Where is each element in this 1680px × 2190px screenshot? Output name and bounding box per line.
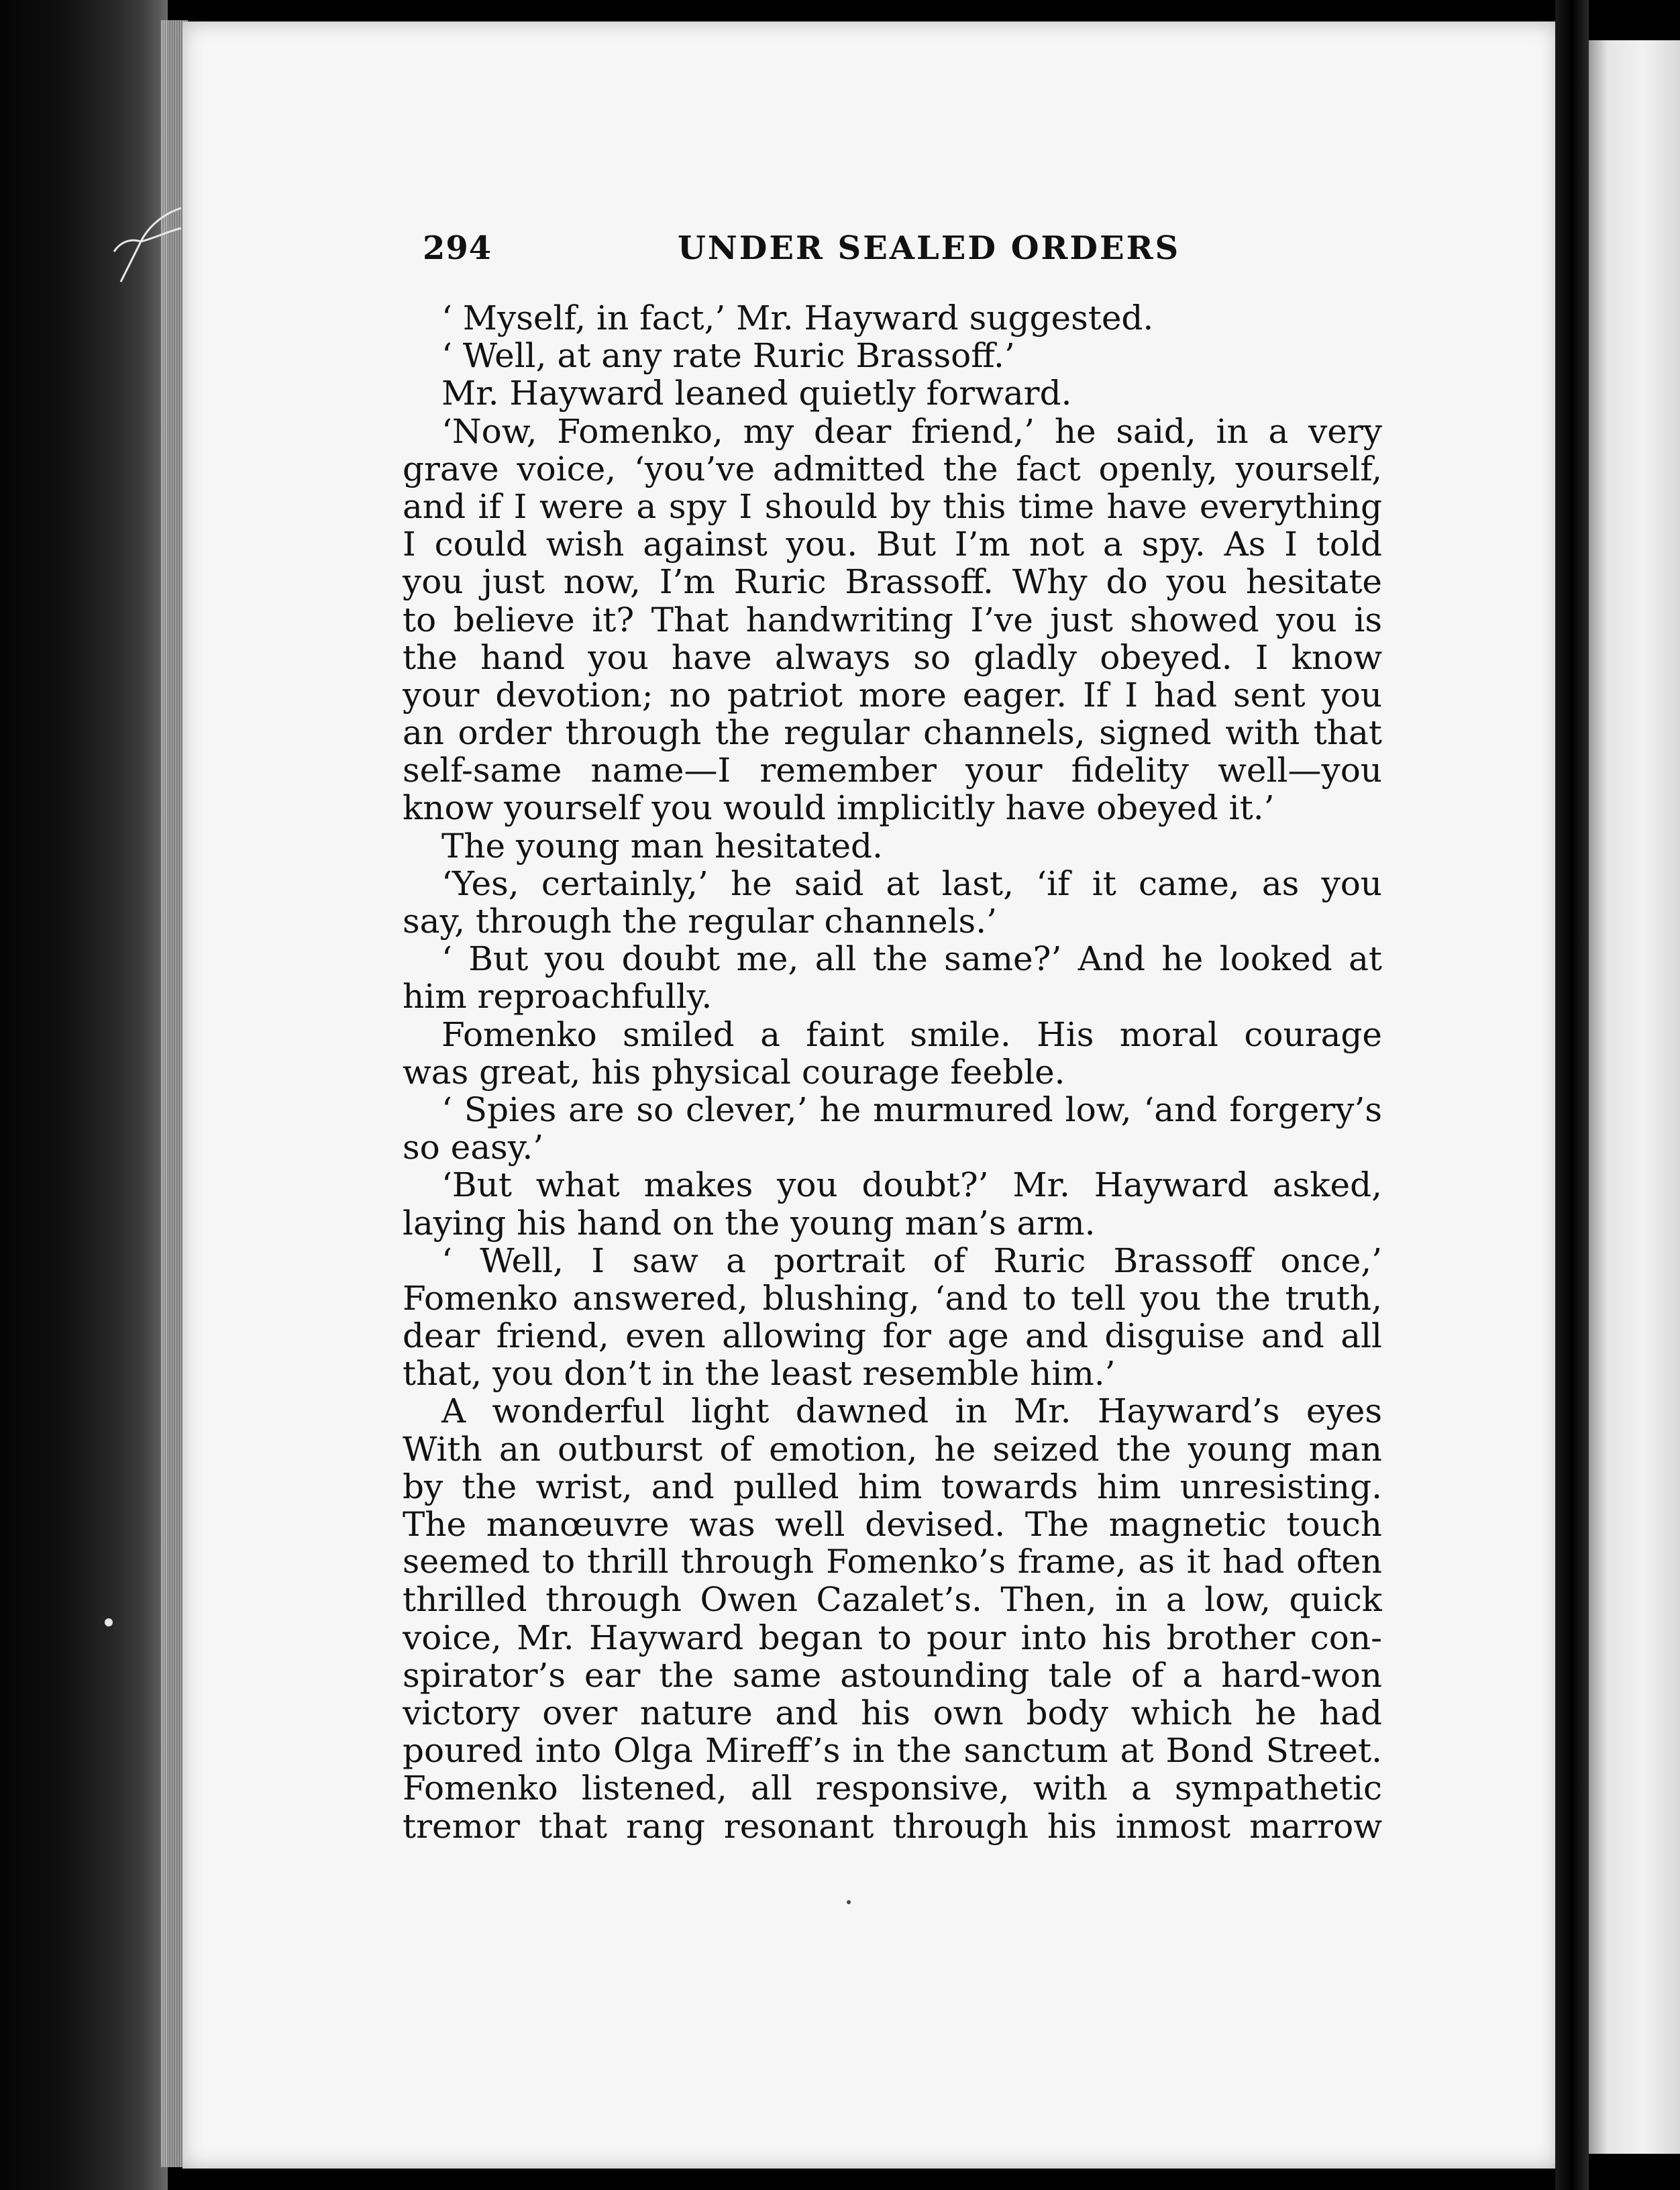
text-line: your devotion; no patriot more eager. If I had sent you xyxy=(403,676,1382,715)
text-line: ‘Now, Fomenko, my dear friend,’ he said, in a very xyxy=(441,412,1382,450)
text-line: victory over nature and his own body which he had xyxy=(403,1693,1382,1732)
text-line: ‘ Well, I saw a portrait of Ruric Brassoff once,’ xyxy=(441,1241,1382,1280)
text-line: self-same name—I remember your fidelity well—you xyxy=(403,751,1382,790)
text-line: I could wish against you. But I’m not a spy. As I told xyxy=(403,525,1382,564)
running-head xyxy=(423,229,1377,276)
text-line: poured into Olga Mireff’s in the sanctum at Bond Street. xyxy=(403,1732,1382,1770)
text-line: laying his hand on the young man’s arm. xyxy=(403,1204,1096,1242)
book-binding xyxy=(0,0,168,2190)
loose-thread xyxy=(67,201,201,295)
text-line: A wonderful light dawned in Mr. Hayward’s eyes xyxy=(441,1392,1382,1430)
text-line: tremor that rang resonant through his inmost marrow xyxy=(403,1807,1382,1845)
text-line: the hand you have always so gladly obeyed. I know xyxy=(403,638,1382,676)
text-line: dear friend, even allowing for age and disguise and all xyxy=(403,1317,1382,1355)
text-line: him reproachfully. xyxy=(403,978,713,1016)
text-line: and if I were a spy I should by this time have everything xyxy=(403,487,1382,526)
text-line: thrilled through Owen Cazalet’s. Then, in a low, quick xyxy=(403,1581,1382,1619)
right-gutter xyxy=(1555,0,1589,2190)
text-line: so easy.’ xyxy=(403,1129,544,1167)
text-line: was great, his physical courage feeble. xyxy=(403,1053,1065,1091)
text-line: Fomenko listened, all responsive, with a sympathetic xyxy=(403,1769,1382,1808)
text-line: by the wrist, and pulled him towards him unresisting. xyxy=(403,1467,1382,1506)
text-line: seemed to thrill through Fomenko’s frame, as it had often xyxy=(403,1543,1382,1581)
ink-mark xyxy=(847,1900,851,1904)
text-line: The manœuvre was well devised. The magnetic touch xyxy=(403,1506,1382,1544)
next-page-edge xyxy=(1589,40,1680,2154)
text-line: ‘ But you doubt me, all the same?’ And he looked at xyxy=(441,940,1382,978)
page-header-title: UNDER SEALED ORDERS xyxy=(678,229,1181,267)
text-line: know yourself you would implicitly have obeyed it.’ xyxy=(403,789,1275,827)
page-number: 294 xyxy=(423,229,492,267)
text-line: say, through the regular channels.’ xyxy=(403,902,997,941)
text-line: an order through the regular channels, signed with that xyxy=(403,714,1382,752)
text-line: ‘ Spies are so clever,’ he murmured low, ‘and forgery’s xyxy=(441,1090,1382,1129)
text-line: The young man hesitated. xyxy=(441,827,883,865)
text-line: Fomenko smiled a faint smile. His moral courage xyxy=(441,1015,1382,1053)
text-line: grave voice, ‘you’ve admitted the fact openly, yourself, xyxy=(403,450,1382,488)
text-line: ‘But what makes you doubt?’ Mr. Hayward asked, xyxy=(441,1166,1382,1204)
text-line: that, you don’t in the least resemble him.’ xyxy=(403,1355,1116,1393)
text-line: ‘ Well, at any rate Ruric Brassoff.’ xyxy=(441,337,1015,375)
text-line: With an outburst of emotion, he seized the young man xyxy=(403,1430,1382,1468)
text-line: spirator’s ear the same astounding tale of a hard-won xyxy=(403,1656,1382,1694)
text-line: voice, Mr. Hayward began to pour into his brother con- xyxy=(403,1618,1382,1657)
text-line: ‘ Myself, in fact,’ Mr. Hayward suggested. xyxy=(441,299,1154,337)
body-text xyxy=(403,299,1382,1896)
text-line: to believe it? That handwriting I’ve just showed you is xyxy=(403,601,1382,639)
text-line: ‘Yes, certainly,’ he said at last, ‘if it came, as you xyxy=(441,864,1382,902)
text-line: Fomenko answered, blushing, ‘and to tell you the truth, xyxy=(403,1279,1382,1318)
text-line: you just now, I’m Ruric Brassoff. Why do you hesitate xyxy=(403,563,1382,601)
paper-fleck xyxy=(105,1618,113,1626)
text-line: Mr. Hayward leaned quietly forward. xyxy=(441,374,1072,413)
